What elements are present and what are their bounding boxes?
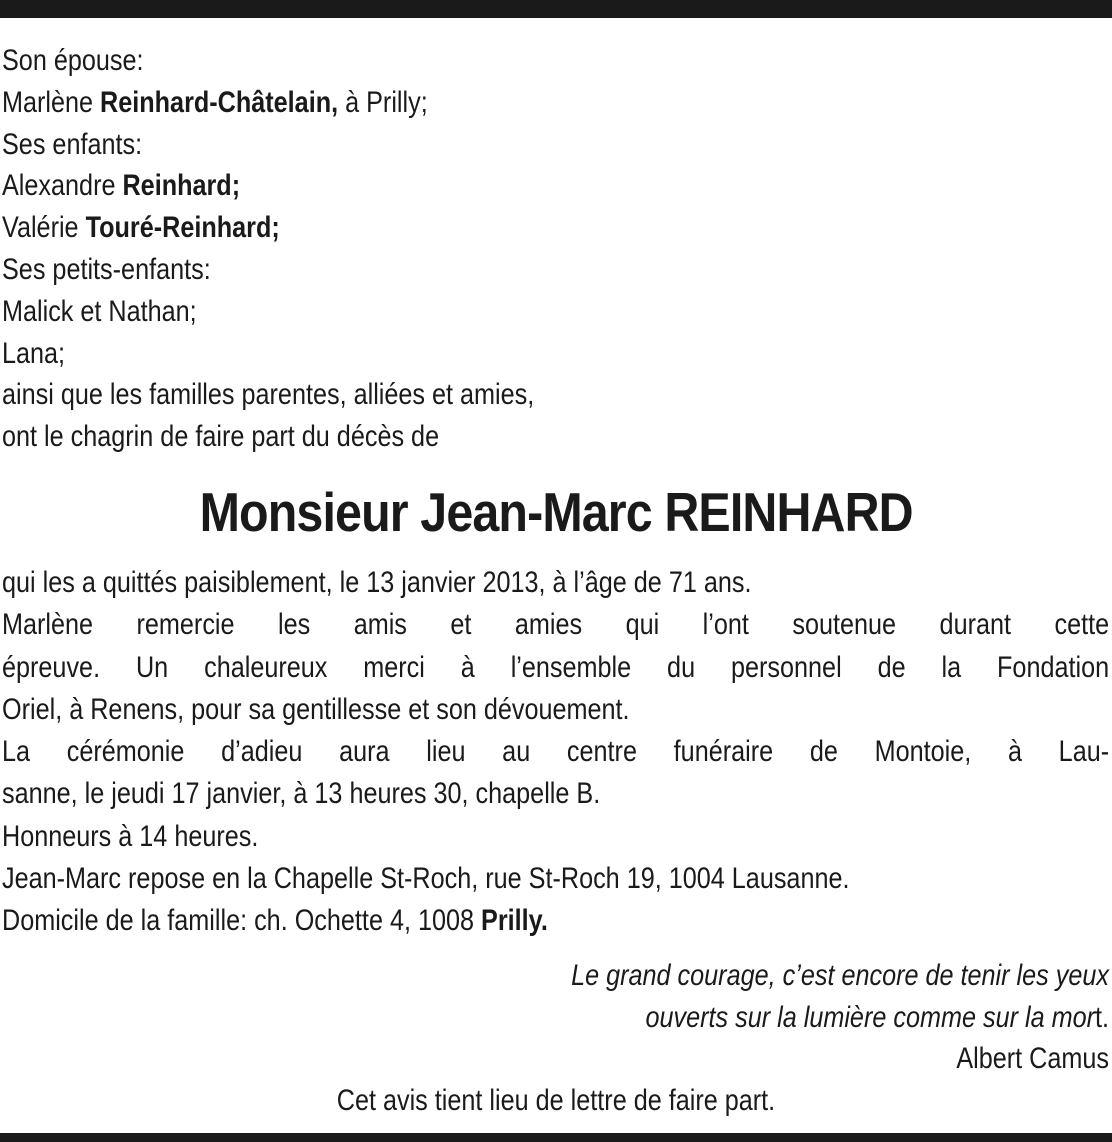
quote-block: [17, 955, 1109, 1080]
domicile-city: Prilly.: [481, 904, 548, 938]
body-line: La cérémonie d’adieu aura lieu au centre funéraire de Montoie, à Lau-: [2, 735, 1110, 769]
announcement-line: ont le chagrin de faire part du décès de: [2, 420, 440, 454]
child-line: [2, 165, 932, 207]
child1-first-name: Alexandre: [2, 169, 116, 203]
spouse-place: à Prilly;: [345, 85, 428, 119]
child2-first-name: Valérie: [2, 211, 79, 245]
body-line: Honneurs à 14 heures.: [2, 819, 259, 853]
spouse-line: [2, 82, 932, 124]
child2-last-name: Touré-Reinhard;: [85, 211, 280, 245]
quote-author: Albert Camus: [956, 1042, 1109, 1075]
child1-last-name: Reinhard;: [122, 169, 241, 203]
body-line: Oriel, à Renens, pour sa gentillesse et son dévouement.: [2, 692, 630, 726]
spouse-first-name: Marlène: [2, 85, 94, 119]
domicile-address: Domicile de la famille: ch. Ochette 4, 1008: [2, 904, 475, 938]
grandchildren-line: Lana;: [2, 336, 66, 370]
body-line: sanne, le jeudi 17 janvier, à 13 heures 30, chapelle B.: [2, 777, 601, 811]
body-line: Jean-Marc repose en la Chapelle St-Roch, rue St-Roch 19, 1004 Lausanne.: [2, 862, 850, 896]
relatives-line: ainsi que les familles parentes, alliées et amies,: [2, 378, 535, 412]
child-line: [2, 207, 932, 249]
quote-line: ouverts sur la lumière comme sur la mort.: [645, 1000, 1109, 1034]
body-line: épreuve. Un chaleureux merci à l’ensemble du personnel de la Fondation: [2, 650, 1110, 684]
body-line: [2, 900, 1109, 942]
closing-notice: Cet avis tient lieu de lettre de faire part.: [336, 1084, 776, 1117]
notice-body: [2, 562, 1109, 943]
spouse-heading: Son épouse:: [2, 44, 144, 77]
spouse-last-name: Reinhard-Châtelain,: [100, 85, 339, 119]
bottom-rule: [0, 1133, 1112, 1142]
top-rule: [0, 0, 1112, 18]
quote-line: Le grand courage, c’est encore de tenir les yeux: [571, 959, 1109, 992]
children-heading: Ses enfants:: [2, 127, 143, 161]
body-line: Marlène remercie les amis et amies qui l’ont soutenue durant cette: [2, 608, 1110, 642]
grandchildren-line: Malick et Nathan;: [2, 294, 197, 328]
grandchildren-heading: Ses petits-enfants:: [2, 252, 211, 286]
body-line: qui les a quittés paisiblement, le 13 janvier 2013, à l’âge de 71 ans.: [2, 566, 752, 599]
deceased-name: Monsieur Jean-Marc REINHARD: [199, 481, 913, 543]
family-list: [2, 40, 932, 458]
